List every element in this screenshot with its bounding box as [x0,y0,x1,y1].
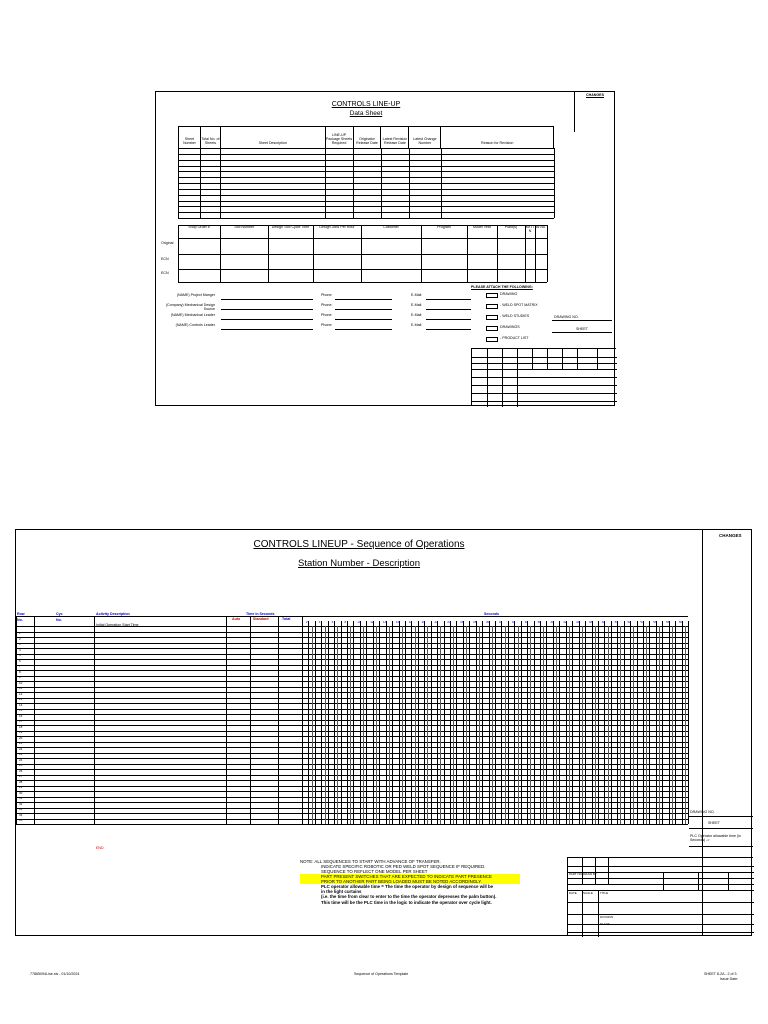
tb-label: DRAW BY [583,872,597,876]
contact-name-field[interactable] [221,319,313,320]
tb-label: TITLE [600,891,609,895]
attach-item: - WELD STUDIES [500,314,530,318]
contacts-section [161,294,481,334]
row-number: 4 [19,647,21,652]
contact-email-field[interactable] [426,329,471,330]
second-tick: 22 [434,620,438,624]
second-tick: 2 [305,620,308,624]
second-tick: 34 [511,620,516,624]
title-block [471,348,616,406]
changes-label: CHANGES [719,533,742,538]
attach-item: DRAWING [500,292,518,296]
second-tick: 58 [666,620,670,624]
second-tick: 30 [485,620,490,624]
contact-phone-field[interactable] [335,299,392,300]
info-header-cell: Kit I / N [525,225,535,233]
contact-email-field[interactable] [426,299,471,300]
info-header-cell: Design Tool Cycle Time [271,225,310,229]
attach-checkbox[interactable] [486,337,498,342]
contact-email-label: E-Mail: [411,293,423,297]
row-number: 26 [19,768,23,773]
row-number: 34 [19,812,23,817]
contact-email-field[interactable] [426,309,471,310]
contact-phone-field[interactable] [335,309,392,310]
contact-email-label: E-Mail: [411,313,423,317]
note-line: in the light curtains [321,889,362,895]
second-tick: 36 [524,620,528,624]
row-number: 3 [19,642,21,647]
page-subtitle: Station Number - Description [298,558,420,569]
info-header-cell: Model Year [473,225,491,229]
info-header-cell: Design Jobs Per Hour [319,225,355,229]
tb-drawing-label: DRAWING NO. [554,315,579,319]
page-subtitle: Data Sheet [349,110,383,117]
side-drawing-no: DRAWING NO. [690,810,715,814]
contact-phone-field[interactable] [335,329,392,330]
row-number: 10 [19,680,23,685]
rev-header-cell: Sheet Description [220,127,325,149]
footer-right-2: Issue Date: [720,977,739,981]
row-label: Original [161,241,174,245]
second-tick: 32 [498,620,503,624]
contact-phone-label: Phone: [321,303,333,307]
second-tick: 4 [318,620,321,624]
note-line: PRIOR TO ANOTHER PART BEING LOADED MUST BE NOTED ACCORDINGLY. [300,879,520,884]
second-tick: 24 [447,620,451,624]
contact-name-field[interactable] [221,299,313,300]
row-number: 29 [19,785,23,790]
row-number: 5 [19,653,21,658]
tb-label: DATE [569,891,577,895]
attach-checkbox[interactable] [486,304,498,309]
contact-phone-label: Phone: [321,323,333,327]
time-standard: Standard [253,617,269,621]
row-number: 13 [19,697,23,702]
second-tick: 18 [408,620,413,624]
second-tick: 16 [395,620,400,624]
row-number: 21 [19,741,23,746]
second-tick: 12 [370,620,374,624]
contact-name-field[interactable] [221,309,313,310]
rev-header-cell: Latest Change Number [409,127,441,149]
info-table [161,225,554,282]
note-line: PLC operator allowable time = The time the operator by design of sequence will be [321,884,494,890]
tb-label: DIVISION [600,915,614,919]
row-number: 1 [19,631,21,636]
row-number: 32 [19,801,23,806]
row-number: 25 [19,763,23,768]
row-number: 11 [19,686,23,691]
info-header-cell: Shop Order # [188,225,210,229]
row-number: 8 [19,669,21,674]
second-tick: 28 [473,620,477,624]
attach-checkbox[interactable] [486,326,498,331]
contact-role: (NAME) Mechanical Leader [170,313,215,317]
second-tick: 46 [588,620,593,624]
second-tick: 48 [601,620,606,624]
revision-table [178,126,554,149]
note-line: INDICATE SPECIFIC ROBOTIC OR PED WELD SPOT SEQUENCE IF REQUIRED. [321,864,486,870]
side-plc-time: PLC Operator allowable time (in Seconds) -> [690,834,741,842]
note-line: PART PRESENT SWITCHES THAT ARE EXPECTED TO INDICATE PART PRESENCE [300,874,520,879]
note-line: SEQUENCE TO REFLECT ONE MODEL PER SHEET [321,869,428,875]
second-tick: 44 [576,620,580,624]
cyc-header: Cyc [56,612,63,616]
rev-header-cell: Latest Revision Release Date [381,127,409,149]
rev-header-cell: Reason for Revision [441,127,554,149]
info-header-cell: Bl No. [536,225,546,229]
row-number: 15 [19,708,23,713]
revision-rows [178,148,554,218]
note-line: NOTE: ALL SEQUENCES TO START WITH ADVANCE OF TRANSFER. [300,859,441,864]
row-number: 7 [19,664,21,669]
first-row-desc: Initial Operation Start Time [96,623,139,627]
row-number: 9 [19,675,21,680]
row-number: 35 [19,818,23,823]
attach-item: - WELD SPOT MATRIX [500,303,538,307]
second-tick: 26 [460,620,464,624]
title-block [567,857,753,936]
second-tick: 42 [563,620,567,624]
row-number: 16 [19,713,23,718]
second-tick: 54 [640,620,644,624]
tb-label: PART NO. [569,872,583,876]
contact-phone-field[interactable] [335,319,392,320]
rev-header-cell: Originator Release Date [353,127,381,149]
sequence-grid [16,616,688,852]
info-header-cell: Customer [383,225,399,229]
row-number: 28 [19,779,23,784]
page-title: CONTROLS LINE-UP [331,101,401,108]
rev-header-cell: Sheet Number [179,127,201,149]
footer-center: Sequence of Operations Template [354,972,409,976]
info-header-cell: Plant(s) [504,225,518,229]
row-number: 2 [19,636,21,641]
row-number: 19 [19,730,23,735]
tb-label: SCALE [583,891,593,895]
second-tick: 20 [421,620,425,624]
contact-phone-label: Phone: [321,293,333,297]
row-header-no: No. [17,618,23,622]
row-header: Row [17,612,25,616]
row-label: ECN [161,257,169,261]
side-sheet: SHEET [708,821,720,825]
row-number: 31 [19,796,23,801]
row-number: 27 [19,774,23,779]
row-number: 23 [19,752,23,757]
second-tick: 50 [614,620,618,624]
second-tick: 56 [653,620,657,624]
contact-name-field[interactable] [221,329,313,330]
rev-header-cell: LINE-UP Package Sheets Required [325,127,353,149]
second-tick: 14 [383,620,387,624]
attach-checkbox[interactable] [486,293,498,298]
second-tick: 38 [537,620,541,624]
changes-label: CHANGES [586,93,604,97]
footer-left: 77865094Line.xls - 01/10/2024 [30,972,80,976]
tb-label: PLANT [600,922,610,926]
notes-block [300,859,560,905]
footer-right: SHEET 8-2A - 2 of 3 [704,972,737,976]
row-number: 6 [19,658,21,663]
row-number: 22 [19,746,23,751]
contact-role: (NAME) Project Manger [176,293,215,297]
seconds-header: Seconds [484,612,499,616]
contact-email-label: E-Mail: [411,323,423,327]
time-auto: Auto [232,617,241,621]
second-tick: 40 [550,620,554,624]
sequence-page [15,529,752,936]
rev-header-cell: Total No. of Sheets [200,127,220,149]
second-tick: 60 [678,620,683,624]
second-tick: 8 [344,620,347,624]
desc-header: Activity Description [96,612,130,616]
note-line: (i.e. the time from clear to enter to the time the operator depresses the palm button). [321,894,497,900]
cyc-header-no: No. [56,618,62,622]
row-number: 12 [19,691,23,696]
data-sheet-page [155,91,615,406]
attach-item: DRAWINGS [500,325,520,329]
second-tick: 10 [357,620,361,624]
time-header: Time in Seconds [246,612,275,616]
second-tick: 52 [627,620,631,624]
attach-title: PLEASE ATTACH THE FOLLOWING: [471,285,533,289]
time-total: Total [282,617,291,621]
note-line: This time will be the PLC time in the logic to indicate the operator over cycle light. [321,899,492,905]
attach-item: - PRODUCT LIST [500,336,529,340]
contact-email-label: E-Mail: [411,303,423,307]
contact-role: (NAME) Controls Leader [175,323,215,327]
row-number: 30 [19,790,23,795]
row-number: 17 [19,719,23,724]
row-number: 24 [19,757,23,762]
contact-role: (Company) Mechanical Design Source [165,303,215,311]
row-number: 20 [19,735,23,740]
contact-email-field[interactable] [426,319,471,320]
second-tick: 6 [331,620,334,624]
contact-phone-label: Phone: [321,313,333,317]
row-label: ECN [161,271,169,275]
row-number: 14 [19,702,23,707]
tb-sheet-label: SHEET [576,327,588,331]
row-number: 18 [19,724,23,729]
info-header-cell: Program [437,225,451,229]
attach-checkbox[interactable] [486,315,498,320]
row-number: 33 [19,807,23,812]
page-title: CONTROLS LINEUP - Sequence of Operations [253,539,465,550]
info-header-cell: Tool Number [233,225,255,229]
end-label: END [96,846,104,850]
